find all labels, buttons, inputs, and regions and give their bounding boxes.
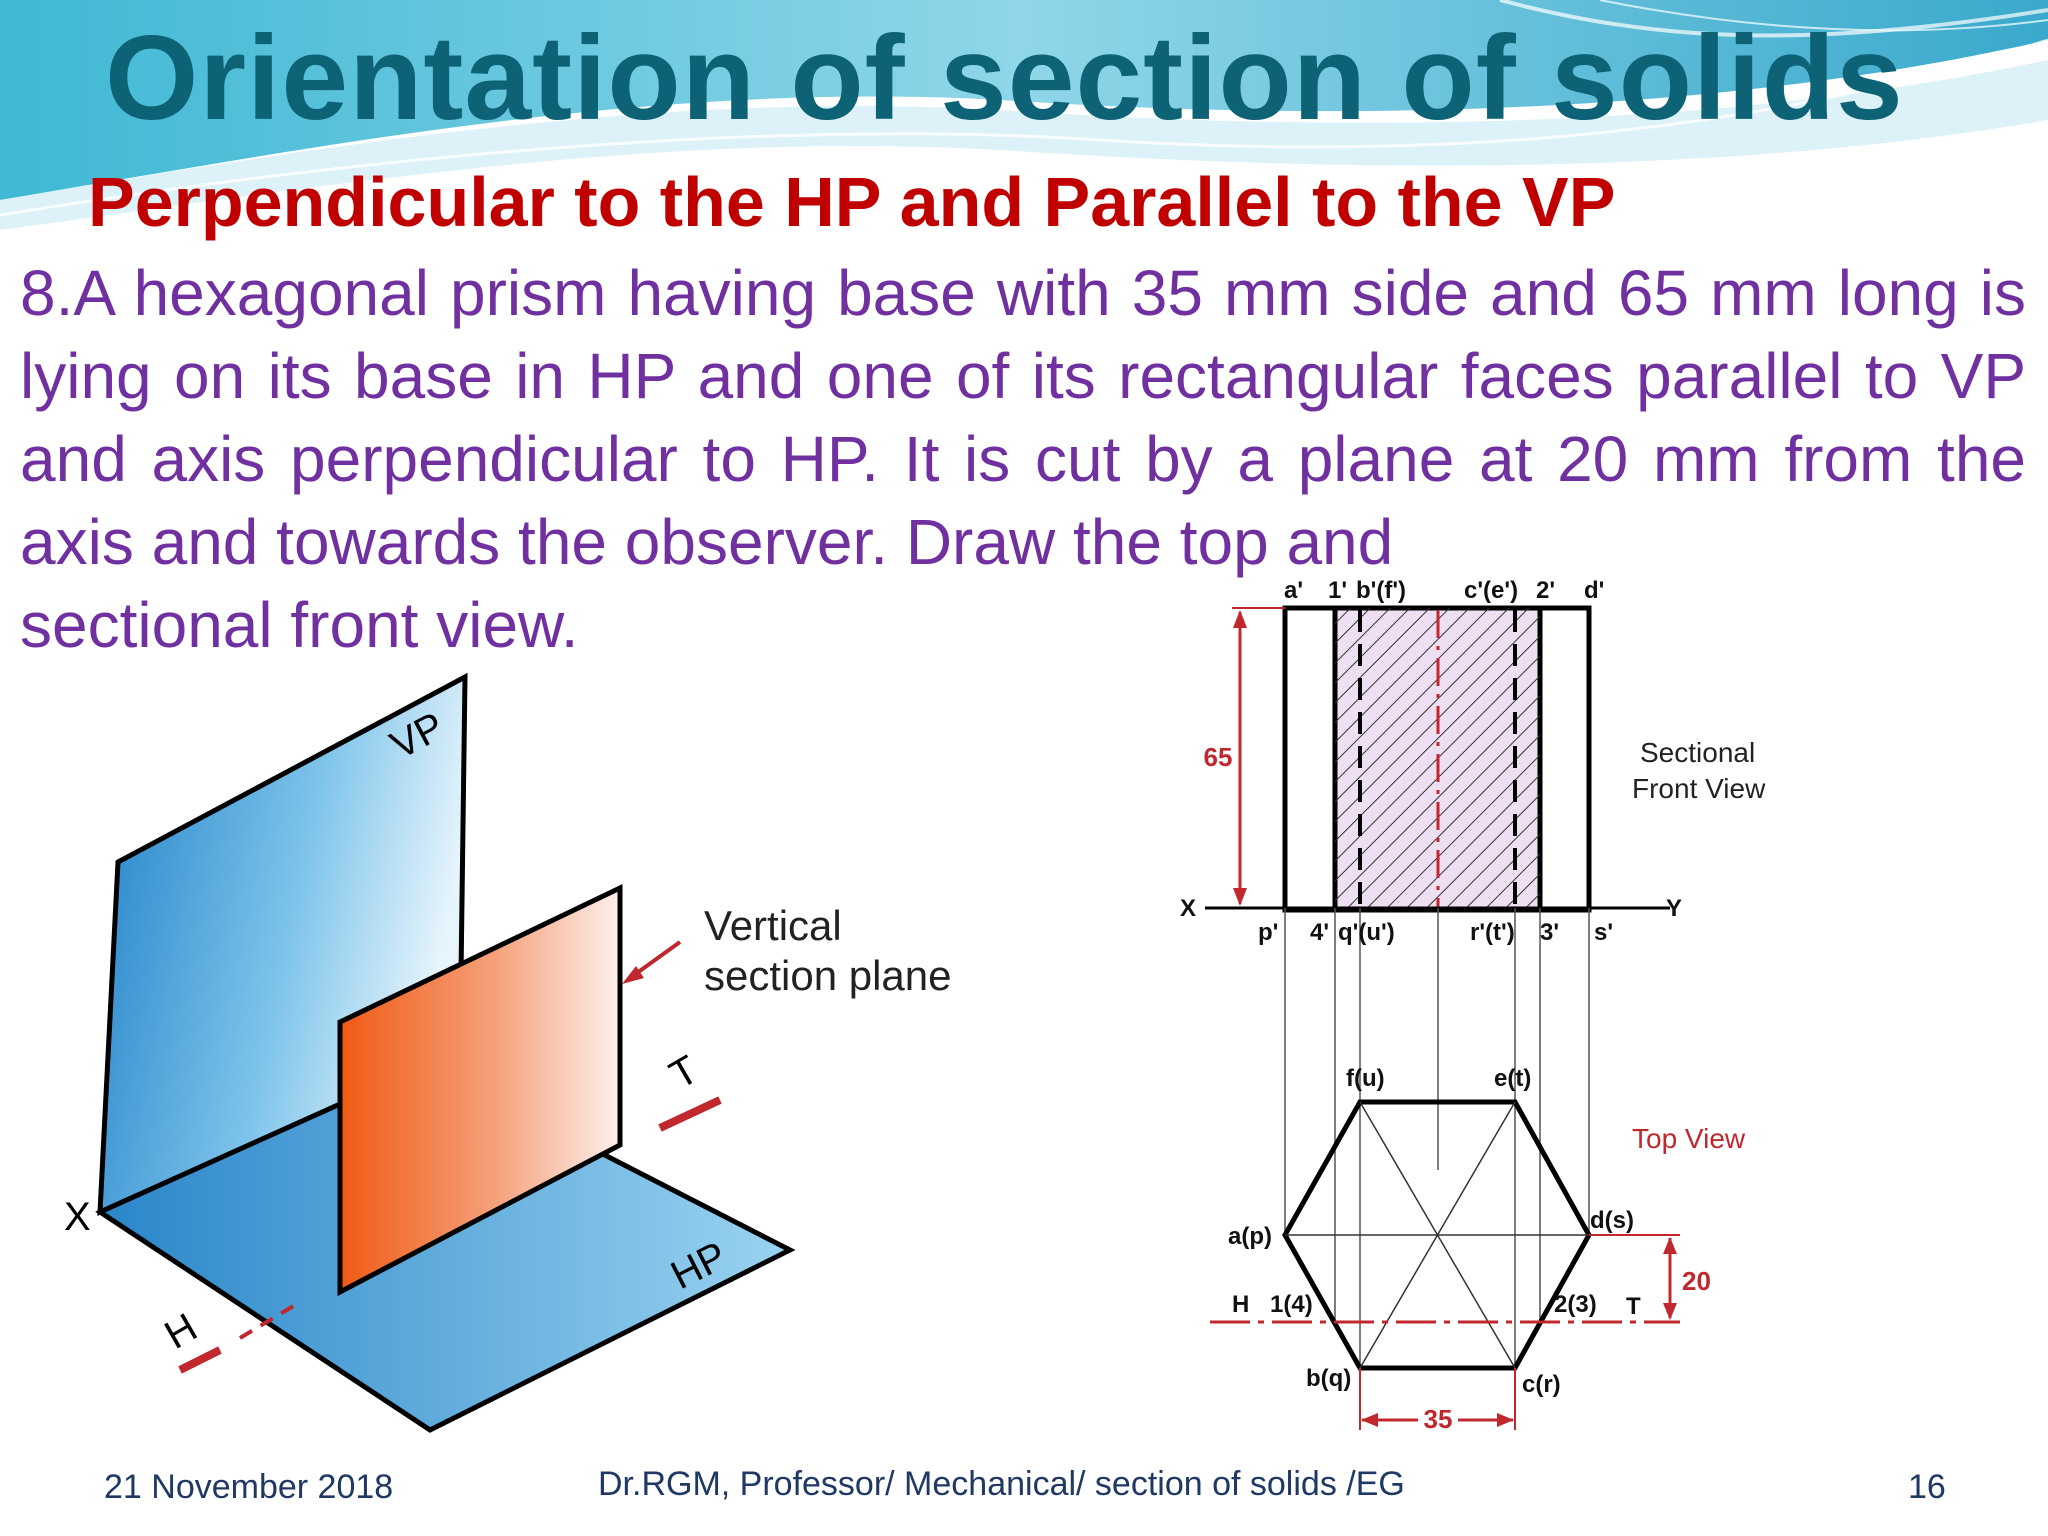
lbl-y: Y: [1666, 895, 1683, 922]
dim-65-arrow-top: [1233, 610, 1247, 628]
dim-35-arrow-right: [1497, 1413, 1514, 1427]
x-label: X: [64, 1195, 91, 1239]
dim-35-label: 35: [1423, 1404, 1453, 1434]
dim-65-label: 65: [1203, 742, 1233, 772]
front-view-label-2: Front View: [1632, 773, 1766, 804]
h-label: H: [157, 1305, 205, 1358]
lbl-hex-f: f(u): [1346, 1065, 1385, 1092]
problem-text-tail: sectional front view.: [20, 589, 579, 661]
lbl-top-1: 1': [1328, 577, 1348, 604]
hp-label: HP: [664, 1233, 734, 1299]
lbl-bot-p: p': [1258, 919, 1279, 946]
lbl-t: T: [1626, 1293, 1641, 1320]
t-label: T: [662, 1047, 706, 1098]
dim-20-arrow-top: [1663, 1237, 1677, 1254]
orthographic-figure: [1170, 570, 1770, 1450]
lbl-top-bf: b'(f'): [1356, 577, 1407, 604]
lbl-bot-rt: r'(t'): [1470, 919, 1515, 946]
lbl-top-d: d': [1584, 577, 1605, 604]
lbl-top-ce: c'(e'): [1464, 577, 1519, 604]
problem-text: 8.A hexagonal prism having base with 35 mm side and 65 mm long is lying on its base in HP and one of its rectangular faces parallel to VP and axis perpendicular to HP. It is cut by a plane at 20 mm from the axis and towards the observer. Draw the top and: [20, 257, 2026, 578]
pictorial-planes-figure: [40, 650, 1000, 1450]
lbl-bot-qu: q'(u'): [1338, 919, 1395, 946]
vp-label: VP: [383, 704, 452, 768]
lbl-hex-c: c(r): [1522, 1371, 1561, 1398]
lbl-hex-2: 2(3): [1554, 1291, 1597, 1318]
top-view-label: Top View: [1632, 1123, 1746, 1154]
lbl-hex-b: b(q): [1306, 1365, 1352, 1392]
front-view-label-1: Sectional: [1640, 737, 1756, 768]
callout-line-1: Vertical: [704, 902, 842, 949]
t-trace: [660, 1100, 720, 1128]
dim-35-arrow-left: [1361, 1413, 1378, 1427]
lbl-top-2: 2': [1536, 577, 1556, 604]
dim-65-arrow-bottom: [1233, 888, 1247, 906]
lbl-h: H: [1232, 1291, 1250, 1318]
callout-line-2: section plane: [704, 952, 952, 999]
lbl-hex-d: d(s): [1590, 1207, 1634, 1234]
lbl-bot-4: 4': [1310, 919, 1330, 946]
lbl-hex-e: e(t): [1494, 1065, 1532, 1092]
lbl-bot-s: s': [1594, 919, 1614, 946]
lbl-top-a: a': [1284, 577, 1304, 604]
footer-page-number: 16: [1908, 1468, 1946, 1506]
dim-20-label: 20: [1682, 1266, 1711, 1296]
footer-author: Dr.RGM, Professor/ Mechanical/ section of solids /EG: [598, 1465, 1405, 1503]
lbl-hex-a: a(p): [1228, 1223, 1272, 1250]
dim-20-arrow-bottom: [1663, 1303, 1677, 1320]
lbl-bot-3: 3': [1540, 919, 1560, 946]
slide-title: Orientation of section of solids: [105, 11, 1904, 145]
slide-subtitle: Perpendicular to the HP and Parallel to the VP: [88, 163, 1616, 241]
lbl-x: X: [1180, 895, 1197, 922]
footer-date: 21 November 2018: [104, 1468, 394, 1506]
lbl-hex-1: 1(4): [1270, 1291, 1313, 1318]
